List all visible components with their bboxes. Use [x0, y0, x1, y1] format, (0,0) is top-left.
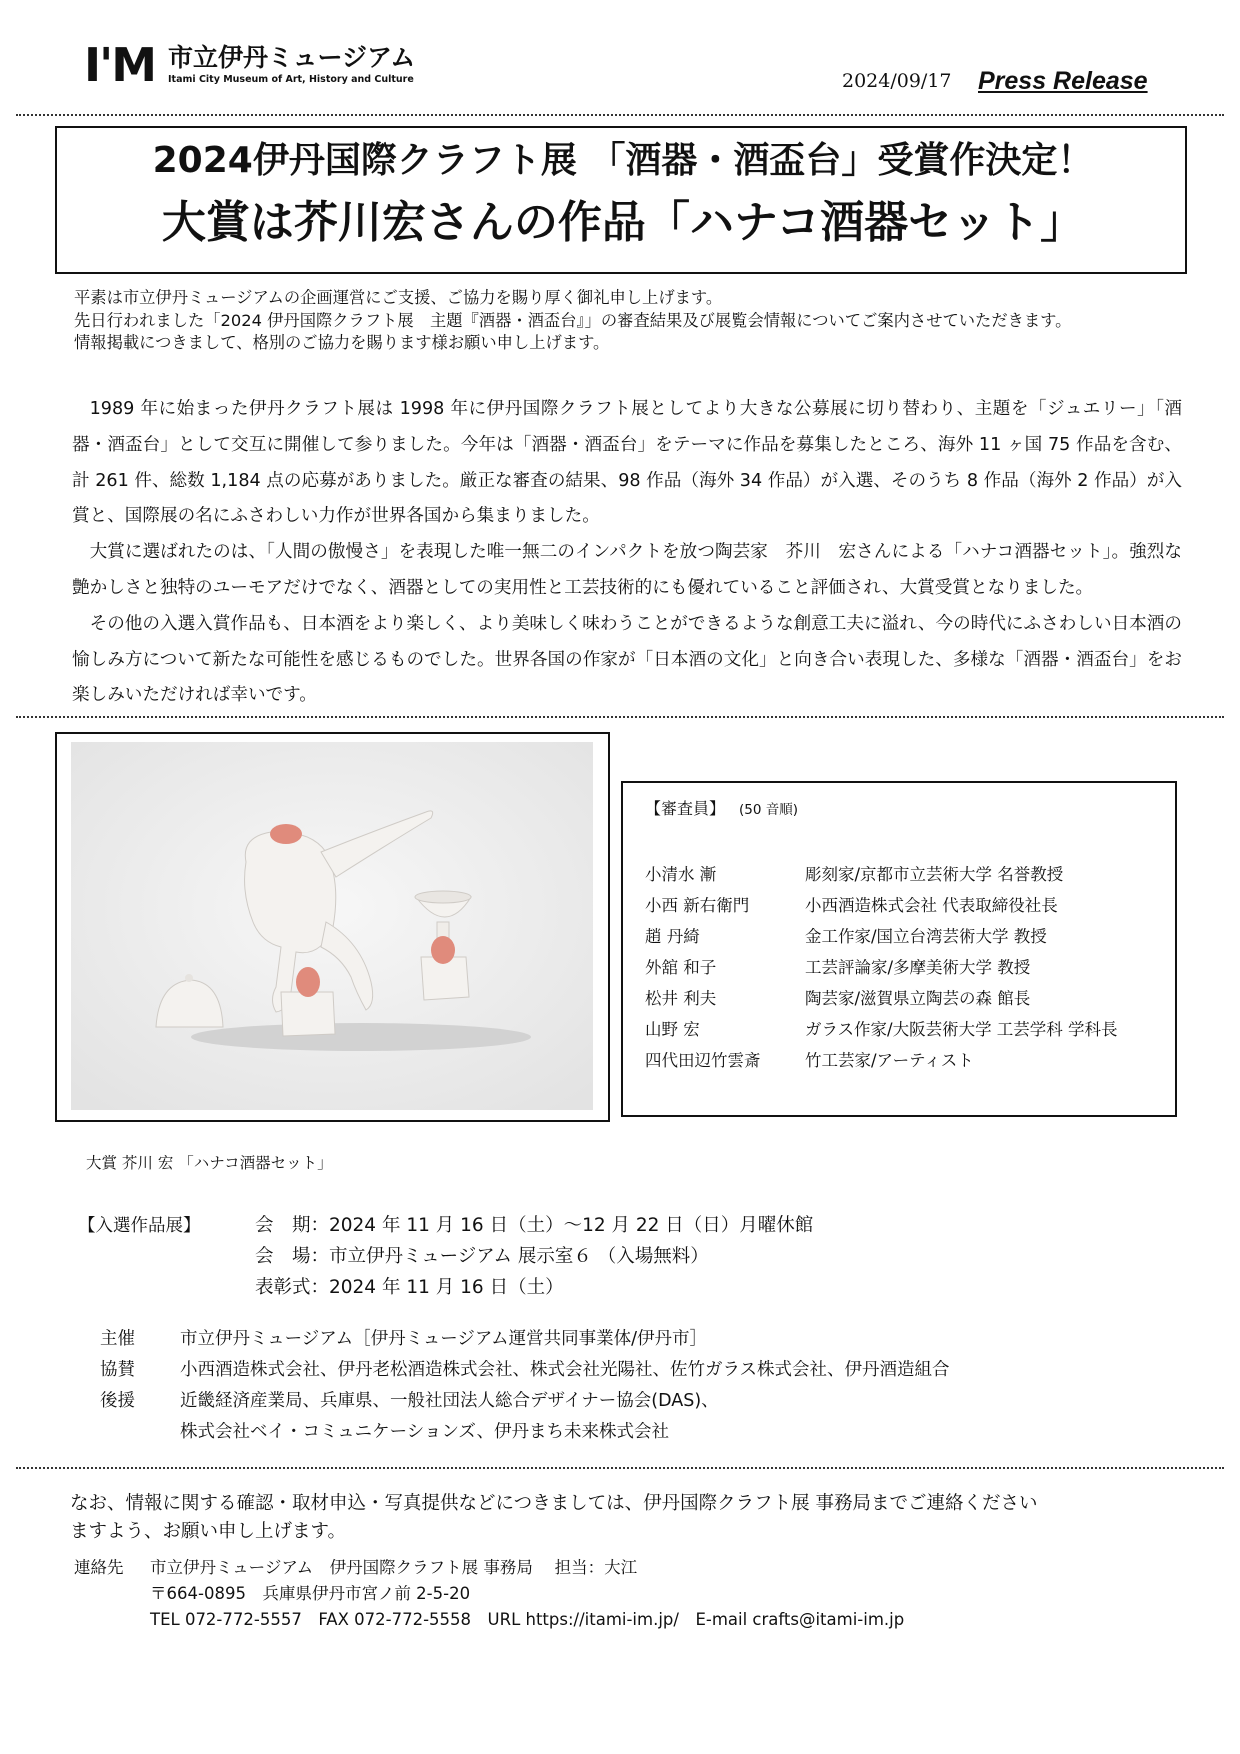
judge-title: 金工作家/国立台湾芸術大学 教授	[805, 927, 1047, 946]
contact-notice	[70, 1490, 1038, 1546]
judge-name: 趙 丹綺	[645, 927, 700, 946]
organizer-text: 市立伊丹ミュージアム［伊丹ミュージアム運営共同事業体/伊丹市］	[180, 1329, 708, 1349]
judge-title: 竹工芸家/アーティスト	[805, 1051, 974, 1070]
sub-headline: 大賞は芥川宏さんの作品「ハナコ酒器セット」	[161, 197, 1085, 248]
body-paragraph: 1989 年に始まった伊丹クラフト展は 1998 年に伊丹国際クラフト展としてより大きな公募展に切り替わり、主題を「ジュエリー」「酒器・酒盃台」として交互に開催して参りました。今年は「酒器・酒盃台」をテーマに作品を募集したところ、海外 11 ヶ国 75 作品を含む、計 261 件、総数 1,184 点の応募がありました。厳正な審査の結果、98 作品（海外 34 作品）が入選、そのうち 8 作品（海外 2 作品）が入賞と、国際展の名にふさわしい力作が世界各国から集まりました。	[72, 399, 1182, 527]
press-release-label: Press Release	[978, 67, 1148, 95]
judge-name: 小西 新右衛門	[645, 896, 750, 915]
judge-row	[645, 958, 1030, 978]
contact-phones: TEL 072-772-5557 FAX 072-772-5558 URL https://itami-im.jp/ E-mail crafts@itami-im.jp	[150, 1610, 905, 1629]
intro-line: 先日行われました「2024 伊丹国際クラフト展 主題『酒器・酒盃台』」の審査結果及び展覧会情報についてご案内させていただきます。	[74, 310, 1072, 330]
judge-name: 四代田辺竹雲斎	[645, 1051, 761, 1070]
judge-title: 小西酒造株式会社 代表取締役社長	[805, 896, 1058, 915]
judge-name: 山野 宏	[645, 1020, 700, 1039]
footer-divider	[16, 1467, 1224, 1469]
organizer-label: 主催	[100, 1329, 135, 1349]
intro-text	[74, 287, 1071, 355]
judge-row	[645, 896, 1058, 916]
headline: 2024伊丹国際クラフト展 「酒器・酒盃台」受賞作決定！	[152, 140, 1094, 181]
release-date: 2024/09/17	[842, 70, 952, 92]
judge-name: 外舘 和子	[645, 958, 717, 977]
support-text: 株式会社ベイ・コミュニケーションズ、伊丹まち未来株式会社	[180, 1422, 669, 1442]
judge-title: 陶芸家/滋賀県立陶芸の森 館長	[805, 989, 1031, 1008]
title-box	[55, 126, 1187, 274]
contact-notice-line: なお、情報に関する確認・取材申込・写真提供などにつきましては、伊丹国際クラフト展 事務局までご連絡ください	[70, 1493, 1038, 1514]
exhibition-ceremony: 表彰式：2024 年 11 月 16 日（土）	[255, 1277, 564, 1298]
intro-line: 平素は市立伊丹ミュージアムの企画運営にご支援、ご協力を賜り厚く御礼申し上げます。	[74, 288, 723, 307]
judge-row	[645, 1051, 974, 1071]
judge-title: ガラス作家/大阪芸術大学 工芸学科 学科長	[805, 1020, 1118, 1039]
exhibition-label: 【入選作品展】	[78, 1216, 201, 1236]
header-divider	[16, 114, 1224, 116]
photo-caption: 大賞 芥川 宏 「ハナコ酒器セット」	[86, 1154, 333, 1172]
sponsor-text: 小西酒造株式会社、伊丹老松酒造株式会社、株式会社光陽社、佐竹ガラス株式会社、伊丹酒造組合	[180, 1360, 950, 1380]
judges-order-note: (50 音順)	[739, 802, 799, 818]
judge-row	[645, 927, 1047, 947]
museum-logo-mark: I'M	[84, 38, 155, 92]
judge-name: 松井 利夫	[645, 989, 717, 1008]
support-label: 後援	[100, 1391, 135, 1411]
body-paragraph: 大賞に選ばれたのは、「人間の傲慢さ」を表現した唯一無二のインパクトを放つ陶芸家 芥川 宏さんによる「ハナコ酒器セット」。強烈な艶かしさと独特のユーモアだけでなく、酒器としての実用性と工芸技術的にも優れていること評価され、大賞受賞となりました。	[72, 542, 1182, 598]
exhibition-venue: 会 場：市立伊丹ミュージアム 展示室６ （入場無料）	[255, 1246, 709, 1267]
judge-row	[645, 989, 1030, 1009]
contact-address: 〒664-0895 兵庫県伊丹市宮ノ前 2-5-20	[150, 1584, 471, 1603]
judge-title: 工芸評論家/多摩美術大学 教授	[805, 958, 1031, 977]
body-paragraph: その他の入選入賞作品も、日本酒をより楽しく、より美味しく味わうことができるような創意工夫に溢れ、今の時代にふさわしい日本酒の愉しみ方について新たな可能性を感じるものでした。世界各国の作家が「日本酒の文化」と向き合い表現した、多様な「酒器・酒盃台」をお楽しみいただければ幸いです。	[72, 613, 1182, 706]
support-text: 近畿経済産業局、兵庫県、一般社団法人総合デザイナー協会(DAS)、	[180, 1391, 719, 1411]
intro-line: 情報掲載につきまして、格別のご協力を賜ります様お願い申し上げます。	[74, 333, 610, 352]
exhibition-period: 会 期：2024 年 11 月 16 日（土）～12 月 22 日（日）月曜休館	[255, 1215, 814, 1236]
contact-label: 連絡先	[74, 1558, 124, 1577]
sponsor-label: 協賛	[100, 1360, 135, 1380]
judges-title: 【審査員】	[645, 799, 726, 818]
judges-panel	[621, 781, 1177, 1117]
judge-row	[645, 1020, 1118, 1040]
judge-name: 小清水 漸	[645, 865, 717, 884]
section-divider	[16, 716, 1224, 718]
artwork-photo	[71, 742, 593, 1110]
museum-logo-english: Itami City Museum of Art, History and Culture	[168, 74, 414, 85]
body-text	[72, 392, 1182, 714]
contact-notice-line: ますよう、お願い申し上げます。	[70, 1521, 347, 1542]
contact-office: 市立伊丹ミュージアム 伊丹国際クラフト展 事務局 担当：大江	[150, 1558, 638, 1577]
judges-heading	[645, 799, 798, 820]
museum-logo-name: 市立伊丹ミュージアム	[168, 43, 416, 72]
judge-row	[645, 865, 1063, 885]
judge-title: 彫刻家/京都市立芸術大学 名誉教授	[805, 865, 1064, 884]
